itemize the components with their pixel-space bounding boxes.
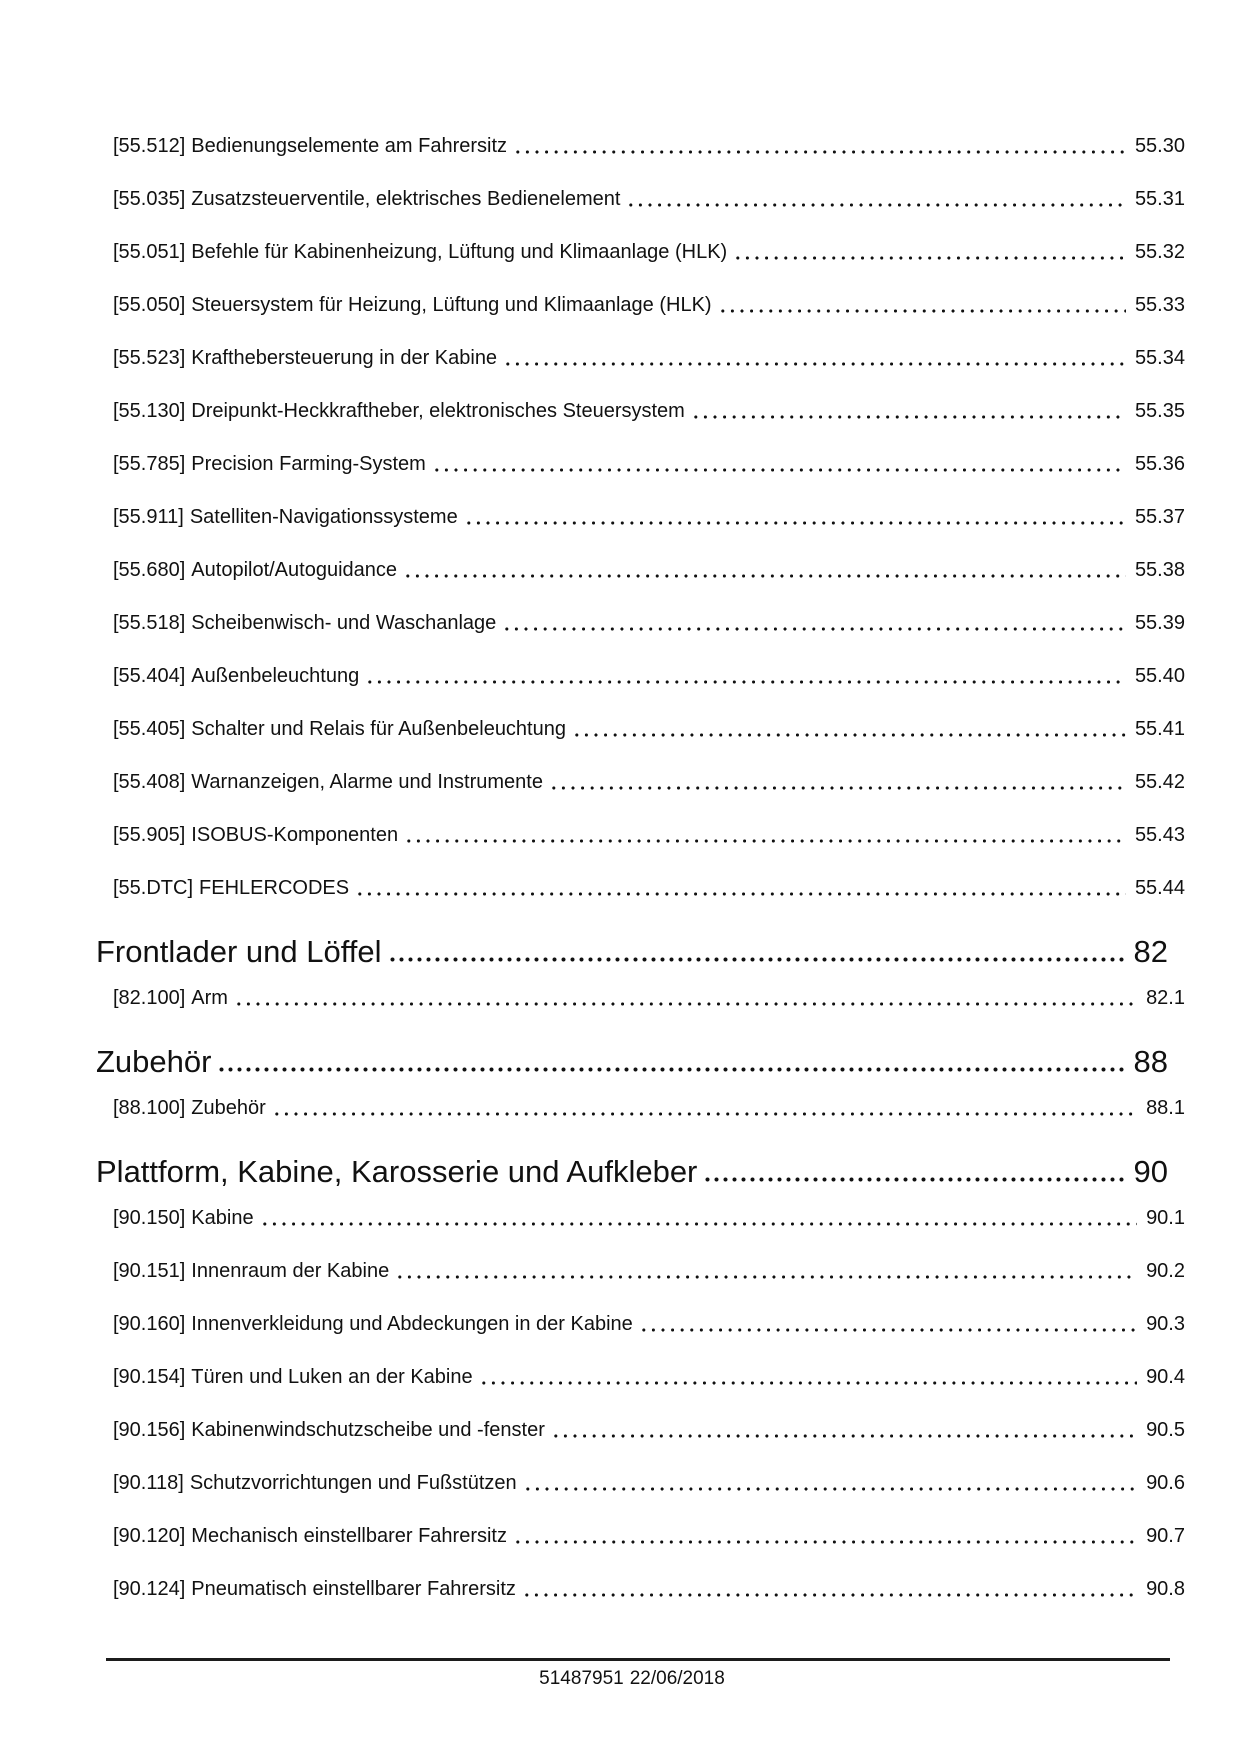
toc-entry-code: [88.100] [113,1097,186,1119]
toc-title: ISOBUS-Komponenten [191,824,399,846]
toc-page-number: 55.40 [1134,665,1185,687]
toc-page-number: 90.4 [1146,1366,1185,1388]
toc-entry-row [96,173,1185,226]
toc-page-number: 55.44 [1134,877,1185,899]
toc-leader-dots [403,544,1126,597]
toc-entry-code: [90.150] [113,1207,186,1229]
toc-page-number: 55.43 [1134,824,1185,846]
toc-leader-dots [260,1192,1137,1245]
toc-title: Zubehör [191,1097,266,1119]
toc-title: Arm [191,987,228,1009]
toc-entry-code: [55.051] [113,241,186,263]
toc-page-number: 88 [1133,1044,1168,1079]
toc-entry-code: [82.100] [113,987,186,1009]
toc-page-number: 90.6 [1146,1472,1185,1494]
toc-title: Zusatzsteuerventile, elektrisches Bedienelement [191,188,621,210]
toc-title: Frontlader und Löffel [96,934,382,969]
toc-page-number: 90.5 [1146,1419,1185,1441]
toc-title: Dreipunkt-Heckkraftheber, elektronisches Steuersystem [191,400,685,422]
toc-leader-dots [703,1145,1123,1198]
toc-page-number: 90.1 [1146,1207,1185,1229]
toc-entry-row [96,438,1185,491]
toc-leader-dots [572,703,1126,756]
toc-entry-row [96,1298,1185,1351]
toc-title: Bedienungselemente am Fahrersitz [191,135,508,157]
toc-page-number: 82.1 [1146,987,1185,1009]
toc-leader-dots [513,1510,1137,1563]
page-footer [96,1668,1168,1690]
toc-leader-dots [464,491,1126,544]
toc-title: Kabine [191,1207,254,1229]
toc-entry-row [96,597,1185,650]
toc-leader-dots [626,173,1126,226]
toc-entry-row [96,756,1185,809]
toc-page-number: 55.38 [1134,559,1185,581]
toc-leader-dots [522,1563,1137,1616]
toc-leader-dots [355,862,1126,915]
toc-page-number: 55.31 [1134,188,1185,210]
toc-leader-dots [503,332,1126,385]
toc-entry-code: [55.518] [113,612,186,634]
toc-page-number: 88.1 [1146,1097,1185,1119]
toc-title: Türen und Luken an der Kabine [191,1366,473,1388]
toc-title: Pneumatisch einstellbarer Fahrersitz [191,1578,516,1600]
toc-title: Warnanzeigen, Alarme und Instrumente [191,771,543,793]
toc-entry-code: [90.154] [113,1366,186,1388]
toc-title: Autopilot/Autoguidance [191,559,398,581]
toc-entry-row [96,1245,1185,1298]
footer-date: 22/06/2018 [629,1668,725,1689]
toc-leader-dots [733,226,1126,279]
toc-entry-row [96,862,1185,915]
toc-entry-row [96,120,1185,173]
toc-title: FEHLERCODES [199,877,350,899]
toc-leader-dots [549,756,1126,809]
toc-page-number: 90.8 [1146,1578,1185,1600]
toc-entry-code: [55.785] [113,453,186,475]
toc-leader-dots [365,650,1126,703]
toc-page-number: 55.34 [1134,347,1185,369]
toc-leader-dots [639,1298,1137,1351]
toc-entry-code: [55.035] [113,188,186,210]
toc-title: Schalter und Relais für Außenbeleuchtung [191,718,566,740]
toc-page-number: 55.37 [1134,506,1185,528]
toc-entry-row [96,491,1185,544]
toc-entry-code: [55.DTC] [113,877,194,899]
toc-page-number: 55.36 [1134,453,1185,475]
toc-page-number: 55.39 [1134,612,1185,634]
toc-leader-dots [691,385,1126,438]
toc-entry-row [96,1192,1185,1245]
toc-leader-dots [217,1035,1123,1088]
toc-page-number: 90.7 [1146,1525,1185,1547]
toc-leader-dots [234,972,1137,1025]
toc-entry-code: [55.404] [113,665,186,687]
toc-title: Zubehör [96,1044,212,1079]
toc-title: Befehle für Kabinenheizung, Lüftung und Klimaanlage (HLK) [191,241,728,263]
toc-entry-code: [55.408] [113,771,186,793]
toc-entry-code: [55.050] [113,294,186,316]
toc-entry-code: [55.911] [113,506,184,528]
toc-chapter-row [96,925,1168,978]
toc-entry-row [96,1563,1185,1616]
toc-entry-code: [55.905] [113,824,186,846]
toc-title: Scheibenwisch- und Waschanlage [191,612,497,634]
toc-leader-dots [523,1457,1137,1510]
toc-entry-code: [90.124] [113,1578,186,1600]
toc-page-number: 90.2 [1146,1260,1185,1282]
toc-entry-row [96,385,1185,438]
toc-entry-code: [90.118] [113,1472,184,1494]
toc-entry-code: [90.156] [113,1419,186,1441]
toc-page-number: 82 [1133,934,1168,969]
toc-entry-row [96,279,1185,332]
toc-title: Precision Farming-System [191,453,426,475]
toc-leader-dots [395,1245,1137,1298]
toc-leader-dots [551,1404,1137,1457]
toc-leader-dots [718,279,1126,332]
toc-title: Mechanisch einstellbarer Fahrersitz [191,1525,507,1547]
footer-divider [106,1658,1170,1661]
toc-entry-row [96,1351,1185,1404]
toc-leader-dots [432,438,1126,491]
toc-entry-code: [55.130] [113,400,186,422]
toc-entry-row [96,972,1185,1025]
toc-entry-row [96,544,1185,597]
toc-entry-code: [55.680] [113,559,186,581]
toc-entry-row [96,650,1185,703]
toc-entry-row [96,1082,1185,1135]
toc-entry-row [96,703,1185,756]
toc-entry-row [96,332,1185,385]
toc-entry-row [96,1510,1185,1563]
toc-entry-row [96,1404,1185,1457]
toc-title: Innenverkleidung und Abdeckungen in der Kabine [191,1313,633,1335]
toc-title: Krafthebersteuerung in der Kabine [191,347,498,369]
footer-doc-number: 51487951 [539,1668,624,1689]
toc-chapter-row [96,1145,1168,1198]
toc-title: Außenbeleuchtung [191,665,360,687]
toc-entry-code: [55.405] [113,718,186,740]
toc-chapter-row [96,1035,1168,1088]
toc-entry-code: [55.523] [113,347,186,369]
toc-title: Kabinenwindschutzscheibe und -fenster [191,1419,545,1441]
toc-page-number: 55.33 [1134,294,1185,316]
toc-page-number: 90 [1133,1154,1168,1189]
toc-title: Innenraum der Kabine [191,1260,390,1282]
toc-page-number: 55.41 [1134,718,1185,740]
toc-title: Schutzvorrichtungen und Fußstützen [189,1472,517,1494]
toc-entry-code: [90.120] [113,1525,186,1547]
toc-leader-dots [502,597,1126,650]
toc-title: Satelliten-Navigationssysteme [189,506,458,528]
toc-leader-dots [479,1351,1137,1404]
toc-leader-dots [272,1082,1137,1135]
toc-title: Steuersystem für Heizung, Lüftung und Klimaanlage (HLK) [191,294,712,316]
toc-title: Plattform, Kabine, Karosserie und Aufkleber [96,1154,698,1189]
toc-entry-row [96,1457,1185,1510]
toc-page-number: 55.30 [1134,135,1185,157]
toc-leader-dots [404,809,1126,862]
toc-page-number: 90.3 [1146,1313,1185,1335]
toc-entry-code: [90.160] [113,1313,186,1335]
toc-entry-row [96,226,1185,279]
toc-page-number: 55.42 [1134,771,1185,793]
toc-leader-dots [388,925,1124,978]
toc-entry-code: [90.151] [113,1260,186,1282]
toc-page-number: 55.32 [1134,241,1185,263]
toc-entry-code: [55.512] [113,135,186,157]
toc-entry-row [96,809,1185,862]
toc-leader-dots [513,120,1126,173]
toc-page-number: 55.35 [1134,400,1185,422]
toc [96,120,1185,1690]
